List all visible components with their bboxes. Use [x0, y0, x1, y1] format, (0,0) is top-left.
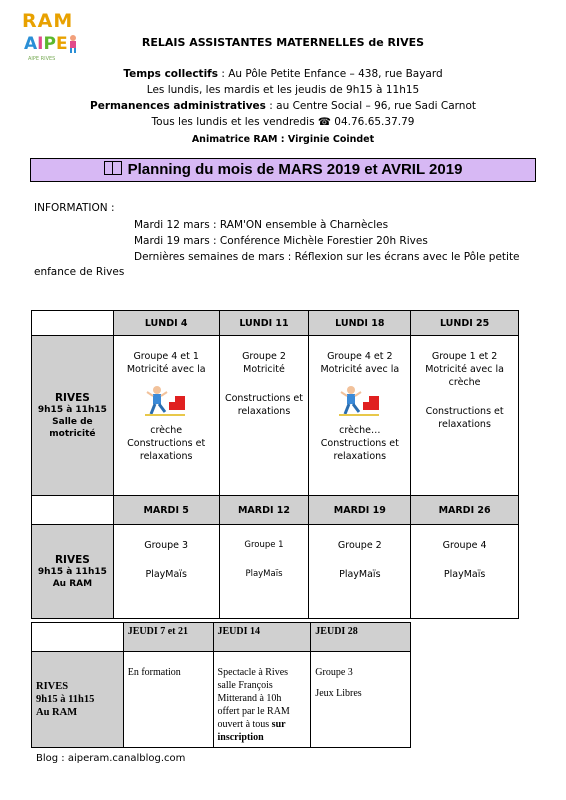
cell-line: Groupe 2: [242, 351, 286, 362]
cell-spacer: [411, 389, 518, 405]
day-header: LUNDI 11: [219, 311, 309, 336]
header-line-days: Les lundis, les mardis et les jeudis de 9h15 à 11h15: [146, 84, 420, 96]
cell-line: [218, 718, 307, 731]
cell-line: relaxations: [333, 451, 387, 462]
cell-text-bold: sur: [271, 719, 286, 730]
cell-line: Constructions et: [425, 406, 504, 417]
cell-line: Groupe 1 et 2: [431, 351, 498, 362]
cell-line: relaxations: [139, 451, 193, 462]
row-place: RIVES: [36, 681, 69, 692]
info-item: Dernières semaines de mars : Réflexion sur les écrans avec le Pôle petite: [134, 251, 520, 263]
schedule-table-thursday: [31, 622, 411, 748]
row-time: 9h15 à 11h15: [36, 694, 95, 705]
header-line-phone: Tous les lundis et les vendredis ☎ 04.76.65.37.79: [151, 116, 415, 128]
cell-line: relaxations: [438, 419, 491, 430]
cell-line: Groupe 3: [315, 667, 353, 678]
cell-line: inscription: [217, 732, 264, 743]
cell-line: Jeux Libres: [315, 688, 362, 699]
logo-letter: E: [55, 34, 68, 54]
row-place: RIVES: [54, 553, 90, 566]
permanences-text: : au Centre Social – 96, rue Sadi Carnot: [265, 100, 476, 112]
cell-line: Groupe 4 et 1: [133, 351, 199, 362]
row-label-thursday: [32, 652, 124, 748]
cell-line: crèche: [150, 425, 183, 436]
blog-address: Blog : aiperam.canalblog.com: [36, 753, 186, 764]
cell-line: PlayMaïs: [443, 569, 486, 580]
day-header: JEUDI 28: [311, 623, 411, 652]
day-header: JEUDI 14: [213, 623, 311, 652]
cell-line: Groupe 2: [337, 540, 382, 551]
permanences-label: Permanences administratives: [90, 100, 266, 112]
cell-spacer: [220, 376, 309, 392]
row-time: 9h15 à 11h15: [37, 566, 107, 577]
table-row: [32, 525, 519, 619]
planning-banner: [30, 158, 536, 182]
logo-letter: A: [24, 34, 38, 54]
table-row: [32, 496, 519, 525]
book-icon: [104, 161, 122, 175]
schedule-cell: [213, 652, 311, 748]
cell-line: PlayMaïs: [245, 569, 283, 579]
day-header: MARDI 26: [411, 496, 519, 525]
day-header: LUNDI 25: [411, 311, 519, 336]
day-header: JEUDI 7 et 21: [123, 623, 213, 652]
row-room: Salle de: [52, 416, 93, 427]
cell-line: offert par le RAM: [217, 706, 290, 717]
schedule-cell: [309, 525, 411, 619]
table-row: [32, 336, 519, 496]
info-item-continuation: enfance de Rives: [34, 266, 125, 278]
info-item: Mardi 19 mars : Conférence Michèle Forestier 20h Rives: [134, 235, 428, 247]
header-line-permanences: [0, 100, 566, 112]
day-header: LUNDI 4: [113, 311, 219, 336]
header-line-animatrice: Animatrice RAM : Virginie Coindet: [191, 134, 375, 145]
row-room: motricité: [49, 428, 96, 439]
collective-text: : Au Pôle Petite Enfance – 438, rue Bayard: [218, 68, 443, 80]
table-corner: [32, 496, 114, 525]
cell-line: crèche: [448, 377, 481, 388]
table-row: [32, 623, 411, 652]
table-row: [32, 311, 519, 336]
cell-line: Groupe 4: [442, 540, 487, 551]
cell-line: Groupe 3: [144, 540, 189, 551]
schedule-cell: [219, 525, 309, 619]
cell-line: PlayMaïs: [145, 569, 187, 580]
schedule-cell: [113, 525, 219, 619]
schedule-cell: [123, 652, 213, 748]
cell-line: En formation: [127, 667, 181, 678]
day-header: MARDI 19: [309, 496, 411, 525]
info-label: INFORMATION :: [34, 202, 115, 214]
table-corner: [32, 311, 114, 336]
day-header: MARDI 12: [219, 496, 309, 525]
cell-line: Motricité avec la: [320, 364, 400, 375]
cell-line: Groupe 1: [244, 540, 284, 550]
cell-line: Constructions et: [320, 438, 399, 449]
cell-line: Groupe 4 et 2: [327, 351, 393, 362]
table-row: [32, 652, 411, 748]
cell-line: Constructions et: [224, 393, 303, 404]
row-place: RIVES: [54, 391, 90, 404]
schedule-cell: [411, 525, 519, 619]
banner-text: Planning du mois de MARS 2019 et AVRIL 2019: [127, 161, 463, 178]
schedule-table-mon-tue: [31, 310, 519, 619]
row-time: 9h15 à 11h15: [37, 404, 107, 415]
table-corner: [32, 623, 124, 652]
collective-label: Temps collectifs: [123, 68, 218, 80]
cell-line: Constructions et: [127, 438, 206, 449]
cell-line: crèche…: [339, 425, 381, 436]
schedule-cell: [113, 336, 219, 496]
cell-line: PlayMaïs: [339, 569, 381, 580]
day-header: MARDI 5: [113, 496, 219, 525]
child-climbing-icon: [337, 384, 383, 418]
schedule-cell: [309, 336, 411, 496]
cell-line: Motricité avec la: [126, 364, 206, 375]
cell-line: Motricité avec la: [425, 364, 504, 375]
logo-ram-text: RAM: [22, 10, 74, 32]
child-climbing-icon: [143, 384, 189, 418]
row-room: Au RAM: [36, 707, 78, 718]
info-item: Mardi 12 mars : RAM'ON ensemble à Charnècles: [134, 219, 389, 231]
logo-letter: I: [37, 34, 44, 54]
logo-letter: P: [43, 34, 56, 54]
page-title: RELAIS ASSISTANTES MATERNELLES de RIVES: [141, 36, 425, 49]
row-room: Au RAM: [52, 578, 93, 589]
logo-subtitle: AIPE RIVES: [28, 56, 56, 62]
cell-line: Motricité: [243, 364, 285, 375]
schedule-cell: [411, 336, 519, 496]
schedule-cell: [311, 652, 411, 748]
schedule-cell: [219, 336, 309, 496]
row-label-tuesday: [32, 525, 114, 619]
cell-line: relaxations: [237, 406, 291, 417]
cell-line: Spectacle à Rives: [217, 667, 289, 678]
cell-text: ouvert à tous: [217, 719, 272, 730]
cell-line: Mitterand à 10h: [217, 693, 282, 704]
header-line-collective: [0, 68, 566, 80]
row-label-monday: [32, 336, 114, 496]
cell-line: salle François: [217, 680, 273, 691]
day-header: LUNDI 18: [309, 311, 411, 336]
